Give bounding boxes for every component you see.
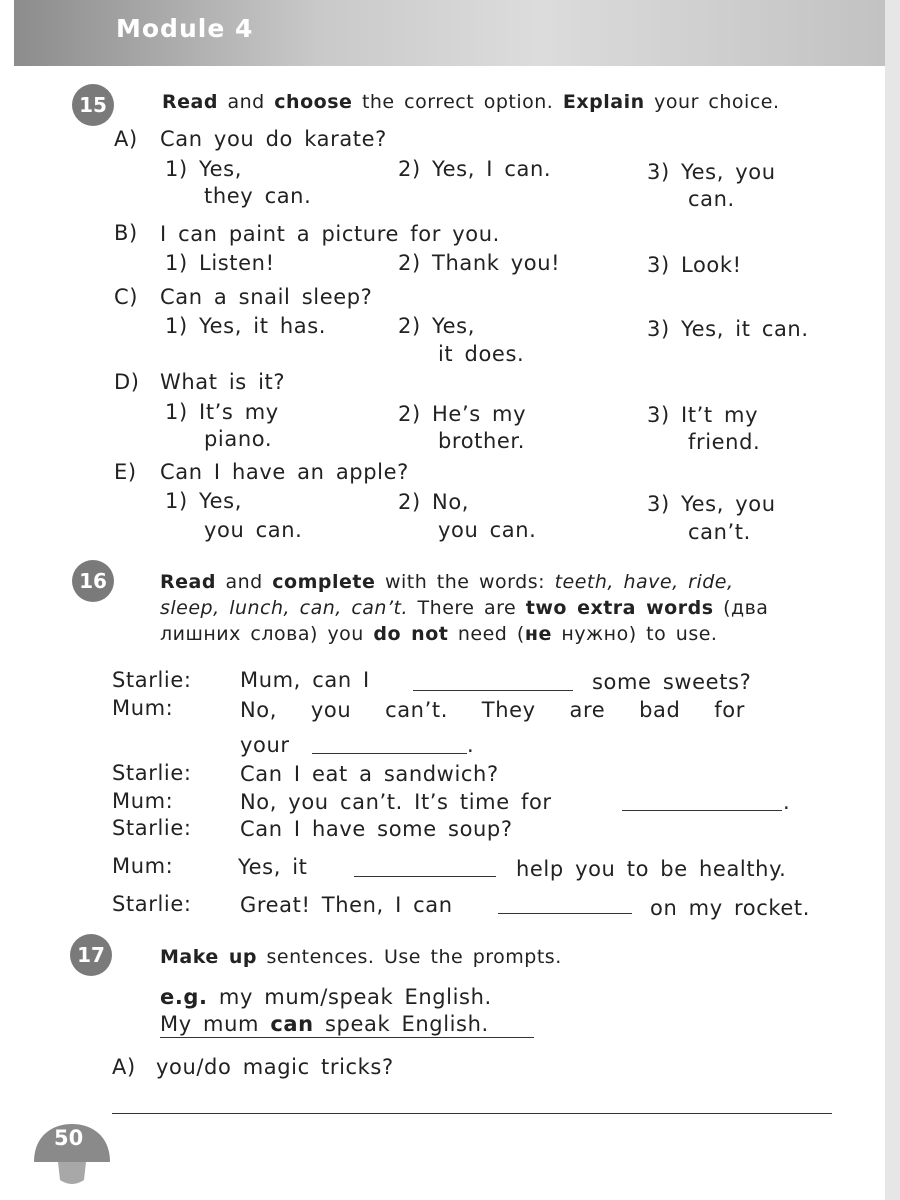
option-1: 1) Yes, [165, 489, 243, 513]
exercise-number-badge: 15 [72, 84, 114, 126]
dialogue-text: Mum, can I [240, 668, 370, 692]
page-edge [885, 0, 900, 1200]
option-1: 1) Yes, [165, 157, 243, 181]
option-1-cont: you can. [204, 518, 303, 542]
answer-blank[interactable] [312, 753, 467, 754]
exercise-instruction: Read and choose the correct option. Explain your choice. [162, 91, 780, 113]
speaker-label: Mum: [112, 696, 174, 720]
option-2: 2) He’s my [398, 402, 527, 426]
option-1: 1) Yes, it has. [165, 314, 327, 338]
exercise-instruction-line-3: лишних слова) you do not need (не нужно) to use. [160, 623, 718, 645]
item-letter: D) [114, 370, 140, 394]
dialogue-text: on my rocket. [650, 896, 811, 920]
dialogue-text: Great! Then, I can [240, 893, 453, 917]
example-answer: My mum can speak English. [160, 1012, 489, 1036]
option-3: 3) Yes, you [647, 160, 776, 184]
page-number: 50 [54, 1126, 84, 1150]
dialogue-text: . [783, 790, 791, 814]
question-text: Can I have an apple? [160, 460, 409, 484]
item-letter: A) [112, 1055, 136, 1079]
answer-blank[interactable] [413, 690, 573, 691]
dialogue-text: Can I have some soup? [240, 817, 513, 841]
option-3-cont: can’t. [688, 520, 751, 544]
exercise-instruction-line-2: sleep, lunch, can, can’t. There are two extra words (два [160, 597, 769, 619]
question-text: Can a snail sleep? [160, 285, 373, 309]
option-3-cont: can. [688, 187, 735, 211]
dialogue-text: help you to be healthy. [516, 857, 787, 881]
dialogue-text: your [240, 733, 290, 757]
speaker-label: Mum: [112, 789, 174, 813]
module-title: Module 4 [116, 14, 254, 43]
answer-blank[interactable] [354, 876, 496, 877]
option-1-cont: piano. [204, 427, 273, 451]
speaker-label: Starlie: [112, 668, 192, 692]
option-3: 3) Look! [647, 253, 742, 277]
dialogue-text: Yes, it [238, 855, 308, 879]
example-prompt: e.g. my mum/speak English. [160, 985, 492, 1009]
question-text: What is it? [160, 370, 286, 394]
dialogue-text: No, you can’t. They are bad for [240, 698, 745, 722]
option-2-cont: brother. [438, 429, 525, 453]
option-1-cont: they can. [204, 184, 312, 208]
option-3-cont: friend. [688, 430, 761, 454]
dialogue-text: Can I eat a sandwich? [240, 762, 499, 786]
option-3: 3) Yes, it can. [647, 317, 809, 341]
speaker-label: Mum: [112, 854, 174, 878]
option-2-cont: you can. [438, 518, 537, 542]
option-2: 2) No, [398, 490, 470, 514]
speaker-label: Starlie: [112, 761, 192, 785]
option-2: 2) Yes, [398, 314, 476, 338]
option-1: 1) Listen! [165, 251, 275, 275]
answer-blank[interactable] [498, 913, 632, 914]
question-text: Can you do karate? [160, 127, 387, 151]
dialogue-text: . [467, 733, 475, 757]
item-letter: E) [114, 460, 137, 484]
speaker-label: Starlie: [112, 892, 192, 916]
option-1: 1) It’s my [165, 400, 279, 424]
dialogue-text: No, you can’t. It’s time for [240, 790, 552, 814]
item-letter: A) [114, 127, 138, 151]
option-3: 3) It’t my [647, 403, 759, 427]
option-3: 3) Yes, you [647, 492, 776, 516]
item-letter: C) [114, 285, 139, 309]
item-letter: B) [114, 221, 138, 245]
option-2: 2) Yes, I can. [398, 157, 552, 181]
option-2: 2) Thank you! [398, 251, 561, 275]
answer-blank[interactable] [622, 810, 782, 811]
option-2-cont: it does. [438, 342, 525, 366]
dialogue-text: some sweets? [592, 670, 752, 694]
example-underline [160, 1037, 534, 1038]
speaker-label: Starlie: [112, 816, 192, 840]
exercise-number-badge: 17 [70, 934, 112, 976]
answer-line[interactable] [112, 1113, 832, 1114]
exercise-instruction-line-1: Read and complete with the words: teeth, have, ride, [160, 571, 734, 593]
question-text: I can paint a picture for you. [160, 222, 500, 246]
exercise-instruction: Make up sentences. Use the prompts. [160, 946, 562, 968]
exercise-number-badge: 16 [72, 560, 114, 602]
prompt-text: you/do magic tricks? [156, 1055, 394, 1079]
